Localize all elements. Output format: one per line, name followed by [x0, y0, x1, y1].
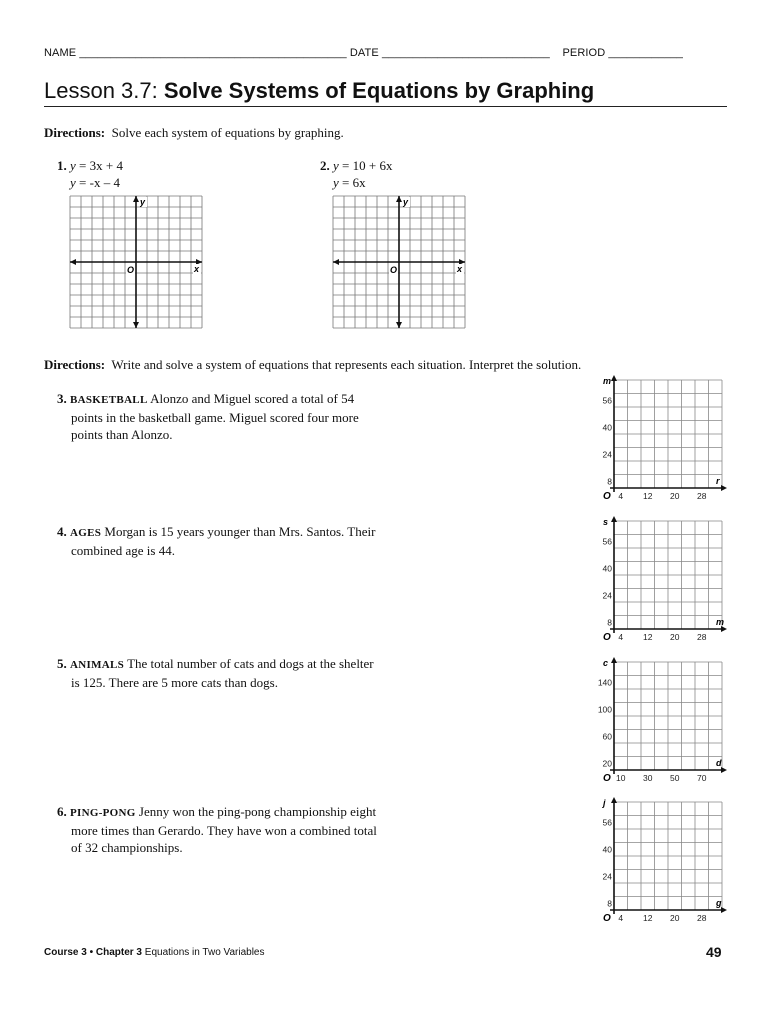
y-tick-label: 60 — [602, 731, 612, 742]
x-tick-label: 12 — [643, 632, 653, 642]
x-tick-label: 20 — [670, 913, 680, 923]
y-tick-label: 140 — [598, 677, 612, 688]
problem-keyword: PING-PONG — [70, 807, 136, 819]
period-field[interactable]: ____________ — [608, 47, 684, 59]
coordinate-grid-problem-2[interactable] — [332, 195, 466, 334]
problem-number: 1. — [57, 158, 67, 173]
y-tick-label: 24 — [602, 590, 612, 601]
problem-number: 2. — [320, 158, 330, 173]
problem-keyword: AGES — [70, 527, 102, 539]
y-axis-label: y — [403, 197, 409, 207]
name-label: NAME — [44, 47, 77, 59]
answer-grid-problem-3[interactable] — [598, 374, 728, 510]
coordinate-grid-problem-1[interactable] — [69, 195, 203, 334]
y-tick-label: 56 — [602, 536, 612, 547]
y-axis-arrow — [611, 516, 617, 522]
problem-1-equations: 1. y = 3x + 4 y = -x – 4 — [57, 158, 123, 190]
y-axis-up-arrow — [133, 196, 139, 202]
y-axis-down-arrow — [396, 322, 402, 328]
student-info-header — [44, 47, 683, 59]
x-tick-label: 70 — [697, 773, 707, 783]
page-number: 49 — [706, 944, 722, 960]
x-tick-label: 20 — [670, 491, 680, 501]
y-axis-arrow — [611, 657, 617, 663]
footer-chapter-title: Equations in Two Variables — [144, 947, 265, 958]
equation-2: = -x – 4 — [79, 175, 120, 190]
y-axis-arrow — [611, 375, 617, 381]
x-axis-label: x — [457, 264, 463, 274]
y-axis-down-arrow — [133, 322, 139, 328]
y-tick-label: 24 — [602, 871, 612, 882]
x-tick-label: 4 — [618, 491, 624, 501]
y-tick-label: 56 — [602, 817, 612, 828]
date-label: DATE — [349, 47, 379, 59]
x-tick-label: 28 — [697, 913, 707, 923]
y-axis-up-arrow — [396, 196, 402, 202]
word-problem-3: 3. BASKETBALL Alonzo and Miguel scored a total of 54 points in the basketball game. Miguel scored four more points than Alonzo. — [57, 391, 359, 442]
x-tick-label: 28 — [697, 632, 707, 642]
directions-word-problems — [44, 357, 581, 373]
y-tick-label: 24 — [602, 449, 612, 460]
y-variable-label: c — [603, 658, 609, 668]
x-variable-label: g — [716, 898, 722, 908]
x-axis-left-arrow — [70, 259, 76, 265]
problem-keyword: BASKETBALL — [70, 394, 148, 406]
word-problem-4: 4. AGES Morgan is 15 years younger than Mrs. Santos. Their combined age is 44. — [57, 524, 376, 558]
period-label: PERIOD — [562, 47, 606, 59]
answer-grid-problem-4[interactable] — [598, 515, 728, 651]
x-tick-label: 12 — [643, 913, 653, 923]
y-tick-label: 40 — [602, 422, 612, 433]
x-tick-label: 4 — [618, 913, 624, 923]
origin-label: O — [127, 265, 135, 275]
y-variable-label: s — [603, 517, 609, 527]
title-divider — [44, 106, 727, 107]
y-tick-label: 40 — [602, 844, 612, 855]
equation-1: = 3x + 4 — [79, 158, 123, 173]
origin-label: O — [603, 632, 611, 643]
x-axis-label: x — [194, 264, 200, 274]
y-tick-label: 8 — [607, 476, 612, 487]
page-title — [44, 78, 594, 104]
origin-label: O — [603, 773, 611, 784]
directions-graphing — [44, 125, 344, 141]
y-tick-label: 40 — [602, 563, 612, 574]
x-tick-label: 30 — [643, 773, 653, 783]
origin-label: O — [390, 265, 398, 275]
y-tick-label: 8 — [607, 617, 612, 628]
y-axis-label: y — [140, 197, 146, 207]
x-variable-label: m — [716, 617, 725, 627]
x-variable-label: d — [716, 758, 722, 768]
footer-chapter: Chapter 3 — [95, 947, 142, 958]
y-tick-label: 8 — [607, 898, 612, 909]
x-axis-arrow — [721, 907, 727, 913]
directions-text: Solve each system of equations by graphing. — [111, 125, 344, 140]
name-field[interactable]: ___________________________________________ — [79, 47, 347, 59]
equation-1: = 10 + 6x — [342, 158, 393, 173]
x-tick-label: 20 — [670, 632, 680, 642]
answer-grid-problem-6[interactable] — [598, 796, 728, 932]
answer-grid-problem-5[interactable] — [598, 656, 728, 792]
word-problem-6: 6. PING-PONG Jenny won the ping-pong championship eight more times than Gerardo. They have won a combined total of 32 championships. — [57, 804, 377, 855]
y-tick-label: 56 — [602, 395, 612, 406]
x-variable-label: r — [716, 476, 720, 486]
x-tick-label: 10 — [616, 773, 626, 783]
equation-2: = 6x — [342, 175, 366, 190]
footer-course-info — [44, 947, 264, 958]
x-tick-label: 4 — [618, 632, 624, 642]
x-tick-label: 50 — [670, 773, 680, 783]
date-field[interactable]: ___________________________ — [381, 47, 550, 59]
problem-keyword: ANIMALS — [70, 659, 125, 671]
y-variable-label: m — [603, 376, 612, 386]
x-axis-arrow — [721, 767, 727, 773]
directions-text: Write and solve a system of equations that represents each situation. Interpret the solution. — [111, 357, 582, 372]
y-axis-arrow — [611, 797, 617, 803]
footer-course: Course 3 — [44, 947, 87, 958]
x-axis-arrow — [721, 485, 727, 491]
problem-2-equations: 2. y = 10 + 6x y = 6x — [320, 158, 393, 190]
y-variable-label: j — [603, 798, 606, 808]
lesson-number: Lesson 3.7: — [44, 78, 158, 103]
y-tick-label: 20 — [602, 758, 612, 769]
lesson-title: Solve Systems of Equations by Graphing — [163, 78, 595, 103]
x-axis-left-arrow — [333, 259, 339, 265]
x-tick-label: 28 — [697, 491, 707, 501]
origin-label: O — [603, 491, 611, 502]
directions-label: Directions: — [44, 357, 106, 372]
footer-bullet: • — [89, 947, 94, 958]
directions-label: Directions: — [44, 125, 106, 140]
y-tick-label: 100 — [598, 704, 612, 715]
x-tick-label: 12 — [643, 491, 653, 501]
origin-label: O — [603, 913, 611, 924]
word-problem-5: 5. ANIMALS The total number of cats and dogs at the shelter is 125. There are 5 more cats than dogs. — [57, 656, 374, 690]
